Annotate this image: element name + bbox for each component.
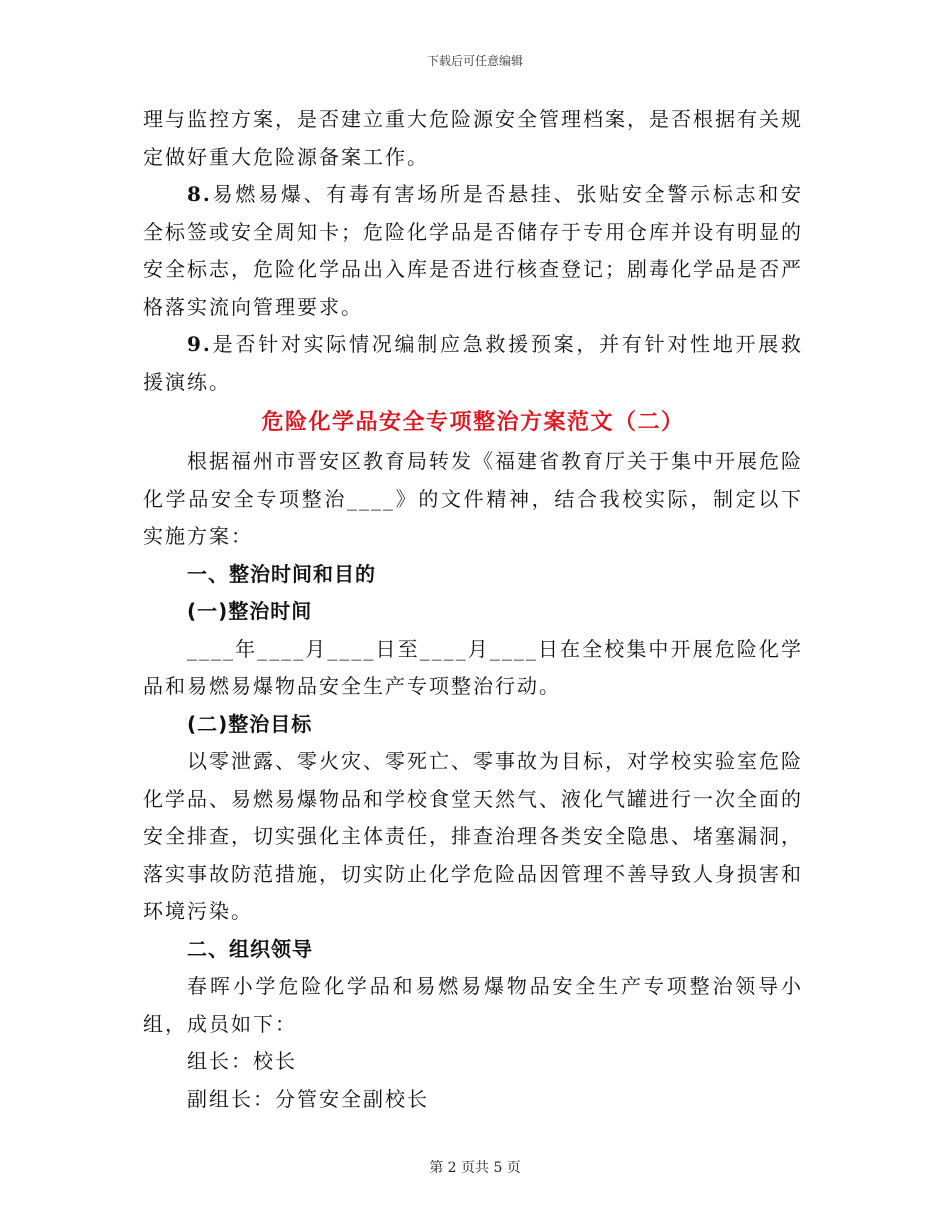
paragraph-continuation: 理与监控方案，是否建立重大危险源安全管理档案，是否根据有关规定做好重大危险源备案工作。 <box>143 107 803 169</box>
item-8-number: 8. <box>187 182 212 206</box>
item-9-text: 是否针对实际情况编制应急救援预案，并有针对性地开展救援演练。 <box>143 332 803 394</box>
item-9 <box>143 326 803 401</box>
section-heading-1: 一、整治时间和目的 <box>187 561 376 586</box>
goal-paragraph: 以零泄露、零火灾、零死亡、零事故为目标，对学校实验室危险化学品、易燃易爆物品和学校食堂天然气、液化气罐进行一次全面的安全排查，切实强化主体责任，排查治理各类安全隐患、堵塞漏洞，落实事故防范措施，切实防止化学危险品因管理不善导致人身损害和环境污染。 <box>143 749 803 923</box>
vice-leader-line: 副组长：分管安全副校长 <box>187 1086 429 1111</box>
item-8-text: 易燃易爆、有毒有害场所是否悬挂、张贴安全警示标志和安全标签或安全周知卡；危险化学品是否储存于专用仓库并设有明显的安全标志，危险化学品出入库是否进行核查登记；剧毒化学品是否严格落实流向管理要求。 <box>143 182 803 319</box>
document-body <box>143 101 803 1118</box>
subsection-heading-1-1: (一)整治时间 <box>187 599 313 623</box>
subsection-heading-1-2: (二)整治目标 <box>187 711 313 736</box>
page-header: 下载后可任意编辑 <box>426 54 523 68</box>
intro-paragraph: 根据福州市晋安区教育局转发《福建省教育厅关于集中开展危险化学品安全专项整治____》的文件精神，结合我校实际，制定以下实施方案： <box>143 449 803 548</box>
item-9-number: 9. <box>187 332 212 356</box>
time-paragraph: ____年____月____日至____月____日在全校集中开展危险化学品和易燃易爆物品安全生产专项整治行动。 <box>143 636 803 698</box>
leader-line: 组长：校长 <box>187 1049 297 1073</box>
org-paragraph: 春晖小学危险化学品和易燃易爆物品安全生产专项整治领导小组，成员如下： <box>143 974 803 1036</box>
section-heading-2: 二、组织领导 <box>187 936 313 961</box>
document-title: 危险化学品安全专项整治方案范文（二） <box>261 410 685 435</box>
item-8 <box>143 176 803 326</box>
page-footer: 第 2 页共 5 页 <box>429 1160 521 1176</box>
